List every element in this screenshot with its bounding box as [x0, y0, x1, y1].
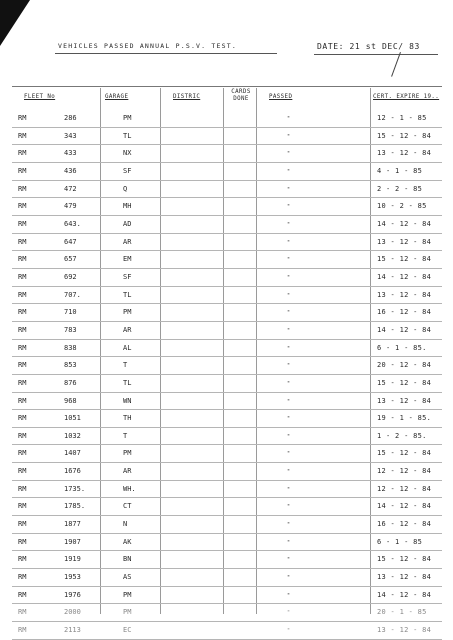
fleet-prefix: RM — [18, 131, 27, 140]
table-row — [12, 622, 442, 640]
table-row — [12, 304, 442, 322]
cert-expiry-date: 14 - 12 - 84 — [377, 272, 432, 281]
passed-mark: " — [287, 310, 291, 317]
garage-code: PM — [123, 308, 132, 317]
table-row — [12, 216, 442, 234]
table-row — [12, 516, 442, 534]
garage-code: PM — [123, 449, 132, 458]
fleet-prefix: RM — [18, 308, 27, 317]
cert-expiry-date: 16 - 12 - 84 — [377, 520, 432, 529]
garage-code: AR — [123, 325, 132, 334]
passed-mark: " — [287, 416, 291, 423]
garage-code: BN — [123, 555, 132, 564]
cert-expiry-date: 16 - 12 - 84 — [377, 308, 432, 317]
fleet-number: 838 — [64, 343, 77, 352]
passed-mark: " — [287, 116, 291, 122]
passed-mark: " — [287, 151, 291, 158]
fleet-number: 1032 — [64, 431, 81, 440]
cert-expiry-date: 1 - 2 - 85. — [377, 431, 427, 440]
cert-expiry-date: 13 - 12 - 84 — [377, 396, 432, 405]
fleet-number: 479 — [64, 202, 77, 211]
fleet-number: 783 — [64, 325, 77, 334]
fleet-prefix: RM — [18, 626, 27, 635]
table-row — [12, 340, 442, 358]
garage-code: EM — [123, 255, 132, 264]
fleet-number: 710 — [64, 308, 77, 317]
table-row — [12, 145, 442, 163]
garage-code: PM — [123, 114, 132, 122]
garage-code: WN — [123, 396, 132, 405]
fleet-number: 647 — [64, 237, 77, 246]
passed-mark: " — [287, 204, 291, 211]
fleet-prefix: RM — [18, 431, 27, 440]
fleet-prefix: RM — [18, 361, 27, 370]
cert-expiry-date: 15 - 12 - 84 — [377, 255, 432, 264]
fleet-prefix: RM — [18, 237, 27, 246]
passed-mark: " — [287, 292, 291, 299]
cert-expiry-date: 13 - 12 - 84 — [377, 149, 432, 158]
fleet-number: 1919 — [64, 555, 81, 564]
fleet-number: 1051 — [64, 414, 81, 423]
garage-code: AK — [123, 537, 132, 546]
column-header-garage: GARAGE — [105, 94, 129, 100]
cert-expiry-date: 6 - 1 - 85. — [377, 343, 427, 352]
fleet-number: 1785. — [64, 502, 86, 511]
fleet-prefix: RM — [18, 573, 27, 582]
garage-code: NX — [123, 149, 132, 158]
table-row — [12, 322, 442, 340]
garage-code: EC — [123, 626, 132, 635]
fleet-prefix: RM — [18, 149, 27, 158]
table-row — [12, 445, 442, 463]
date-underline — [314, 54, 438, 55]
fleet-prefix: RM — [18, 396, 27, 405]
passed-mark: " — [287, 327, 291, 334]
fleet-prefix: RM — [18, 202, 27, 211]
table-row — [12, 375, 442, 393]
passed-mark: " — [287, 257, 291, 264]
table-row — [12, 198, 442, 216]
fleet-number: 343 — [64, 131, 77, 140]
table-header — [12, 88, 442, 108]
fleet-prefix: RM — [18, 555, 27, 564]
cert-expiry-date: 12 - 12 - 84 — [377, 467, 432, 476]
cert-expiry-date: 4 - 1 - 85 — [377, 166, 423, 175]
table-row — [12, 604, 442, 622]
garage-code: WH. — [123, 484, 136, 493]
column-header-passed: PASSED — [269, 94, 293, 100]
passed-mark: " — [287, 522, 291, 529]
cert-expiry-date: 13 - 12 - 84 — [377, 573, 432, 582]
cert-expiry-date: 13 - 12 - 84 — [377, 290, 432, 299]
column-header-district: DISTRIC — [173, 94, 201, 100]
cert-expiry-date: 19 - 1 - 85. — [377, 414, 432, 423]
document-date: DATE: 21 st DEC/ 83 — [317, 42, 420, 51]
table-row — [12, 534, 442, 552]
fleet-prefix: RM — [18, 520, 27, 529]
table-row — [12, 110, 442, 128]
table-row — [12, 393, 442, 411]
table-row — [12, 428, 442, 446]
fleet-number: 1407 — [64, 449, 81, 458]
garage-code: AS — [123, 573, 132, 582]
garage-code: TL — [123, 131, 132, 140]
fleet-number: 968 — [64, 396, 77, 405]
garage-code: TH — [123, 414, 132, 423]
passed-mark: " — [287, 274, 291, 281]
fleet-number: 707. — [64, 290, 81, 299]
fleet-prefix: RM — [18, 467, 27, 476]
garage-code: T — [123, 361, 128, 370]
passed-mark: " — [287, 433, 291, 440]
passed-mark: " — [287, 486, 291, 493]
garage-code: N — [123, 520, 128, 529]
garage-code: TL — [123, 378, 132, 387]
passed-mark: " — [287, 469, 291, 476]
table-row — [12, 128, 442, 146]
fleet-prefix: RM — [18, 166, 27, 175]
fleet-prefix: RM — [18, 378, 27, 387]
fleet-prefix: RM — [18, 590, 27, 599]
table-row — [12, 498, 442, 516]
fleet-prefix: RM — [18, 325, 27, 334]
date-slash-mark — [391, 52, 401, 77]
cert-expiry-date: 20 - 1 - 85 — [377, 608, 427, 617]
vehicle-table-body — [12, 110, 442, 640]
fleet-number: 2113 — [64, 626, 81, 635]
table-row — [12, 551, 442, 569]
garage-code: CT — [123, 502, 132, 511]
table-row — [12, 163, 442, 181]
table-row — [12, 569, 442, 587]
fleet-number: 286 — [64, 114, 77, 122]
cert-expiry-date: 14 - 12 - 84 — [377, 219, 432, 228]
passed-mark: " — [287, 133, 291, 140]
fleet-prefix: RM — [18, 502, 27, 511]
garage-code: AR — [123, 237, 132, 246]
fleet-prefix: RM — [18, 484, 27, 493]
table-row — [12, 234, 442, 252]
fleet-prefix: RM — [18, 272, 27, 281]
column-header-fleet-no: FLEET No — [24, 94, 56, 100]
garage-code: SF — [123, 166, 132, 175]
table-row — [12, 181, 442, 199]
fleet-number: 643. — [64, 219, 81, 228]
fleet-number: 692 — [64, 272, 77, 281]
cert-expiry-date: 14 - 12 - 84 — [377, 590, 432, 599]
garage-code: PM — [123, 608, 132, 617]
garage-code: AD — [123, 219, 132, 228]
table-row — [12, 251, 442, 269]
fleet-prefix: RM — [18, 255, 27, 264]
table-row — [12, 269, 442, 287]
cert-expiry-date: 14 - 12 - 84 — [377, 325, 432, 334]
fleet-prefix: RM — [18, 290, 27, 299]
title-underline — [55, 53, 277, 54]
passed-mark: " — [287, 557, 291, 564]
fleet-prefix: RM — [18, 343, 27, 352]
passed-mark: " — [287, 186, 291, 193]
fleet-number: 1735. — [64, 484, 86, 493]
passed-mark: " — [287, 451, 291, 458]
passed-mark: " — [287, 628, 291, 635]
cert-expiry-date: 12 - 1 - 85 — [377, 114, 427, 122]
passed-mark: " — [287, 592, 291, 599]
fleet-number: 853 — [64, 361, 77, 370]
fleet-prefix: RM — [18, 449, 27, 458]
passed-mark: " — [287, 221, 291, 228]
cert-expiry-date: 15 - 12 - 84 — [377, 131, 432, 140]
fleet-number: 876 — [64, 378, 77, 387]
fleet-prefix: RM — [18, 184, 27, 193]
passed-mark: " — [287, 363, 291, 370]
cert-expiry-date: 15 - 12 - 84 — [377, 555, 432, 564]
fleet-number: 436 — [64, 166, 77, 175]
garage-code: PM — [123, 590, 132, 599]
fleet-prefix: RM — [18, 219, 27, 228]
cert-expiry-date: 12 - 12 - 84 — [377, 484, 432, 493]
cert-expiry-date: 15 - 12 - 84 — [377, 449, 432, 458]
garage-code: AL — [123, 343, 132, 352]
fleet-number: 1907 — [64, 537, 81, 546]
fleet-prefix: RM — [18, 537, 27, 546]
table-row — [12, 481, 442, 499]
fleet-number: 2000 — [64, 608, 81, 617]
garage-code: T — [123, 431, 128, 440]
document-title: VEHICLES PASSED ANNUAL P.S.V. TEST. — [58, 42, 237, 50]
garage-code: SF — [123, 272, 132, 281]
fleet-prefix: RM — [18, 114, 27, 122]
passed-mark: " — [287, 504, 291, 511]
table-row — [12, 287, 442, 305]
cert-expiry-date: 14 - 12 - 84 — [377, 502, 432, 511]
passed-mark: " — [287, 610, 291, 617]
cert-expiry-date: 2 - 2 - 85 — [377, 184, 423, 193]
passed-mark: " — [287, 168, 291, 175]
column-header-cert-expire: CERT. EXPIRE 19.. — [373, 94, 440, 100]
table-top-rule — [12, 86, 442, 87]
column-header-cards-done: CARDS DONE — [231, 89, 251, 102]
cert-expiry-date: 10 - 2 - 85 — [377, 202, 427, 211]
table-row — [12, 587, 442, 605]
passed-mark: " — [287, 380, 291, 387]
cert-expiry-date: 15 - 12 - 84 — [377, 378, 432, 387]
cert-expiry-date: 13 - 12 - 84 — [377, 626, 432, 635]
garage-code: AR — [123, 467, 132, 476]
fleet-number: 1877 — [64, 520, 81, 529]
passed-mark: " — [287, 539, 291, 546]
fleet-prefix: RM — [18, 608, 27, 617]
passed-mark: " — [287, 239, 291, 246]
cert-expiry-date: 20 - 12 - 84 — [377, 361, 432, 370]
passed-mark: " — [287, 575, 291, 582]
passed-mark: " — [287, 345, 291, 352]
table-row — [12, 357, 442, 375]
garage-code: MH — [123, 202, 132, 211]
table-row — [12, 463, 442, 481]
passed-mark: " — [287, 398, 291, 405]
fleet-number: 657 — [64, 255, 77, 264]
fleet-number: 1676 — [64, 467, 81, 476]
fleet-number: 433 — [64, 149, 77, 158]
garage-code: TL — [123, 290, 132, 299]
table-row — [12, 410, 442, 428]
fleet-number: 1976 — [64, 590, 81, 599]
fleet-number: 472 — [64, 184, 77, 193]
scan-corner-shadow — [0, 0, 30, 46]
garage-code: Q — [123, 184, 128, 193]
fleet-prefix: RM — [18, 414, 27, 423]
cert-expiry-date: 6 - 1 - 85 — [377, 537, 423, 546]
fleet-number: 1953 — [64, 573, 81, 582]
cert-expiry-date: 13 - 12 - 84 — [377, 237, 432, 246]
